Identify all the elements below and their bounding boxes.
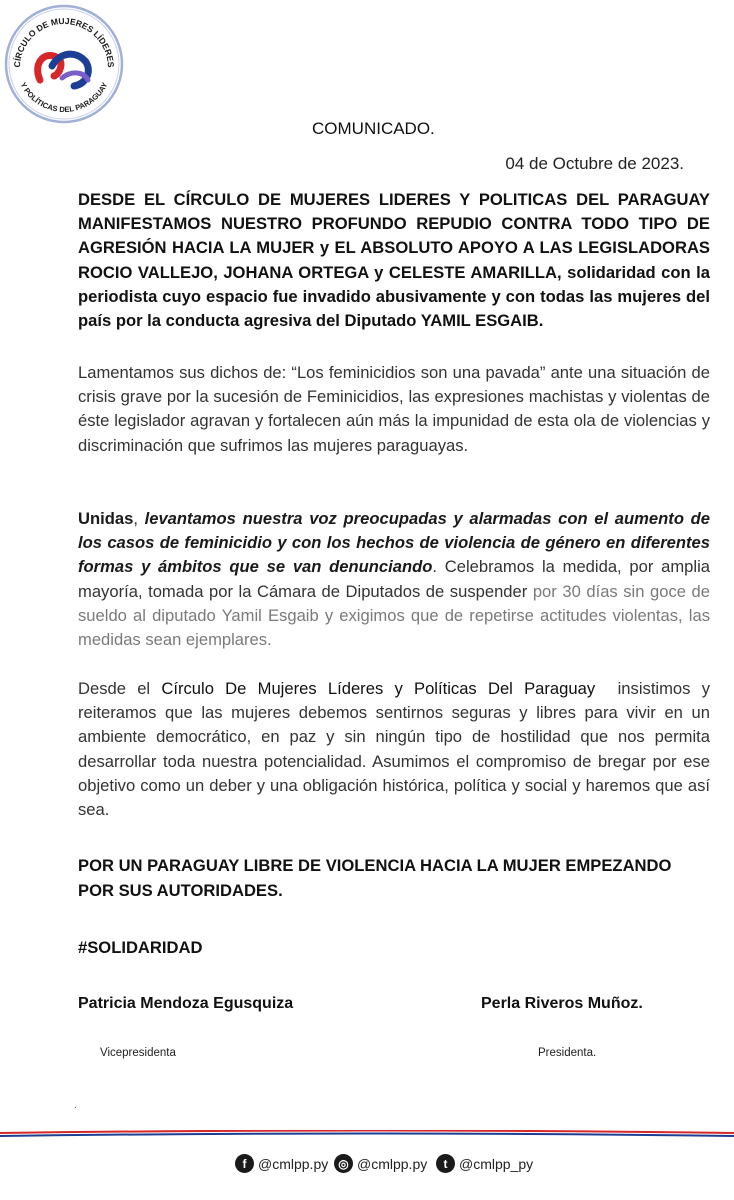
instagram-icon: ◎: [334, 1154, 353, 1173]
document-date: 04 de Octubre de 2023.: [505, 154, 684, 173]
unity-emphasis: levantamos nuestra voz preocupadas y alarmadas con el aumento de los casos de feminicidio y con los hechos de violencia de género en diferentes formas y ámbitos que se van denunciando: [78, 509, 710, 577]
document-title: COMUNICADO.: [312, 119, 435, 138]
footer-instagram[interactable]: [334, 1154, 427, 1173]
lament-paragraph: Lamentamos sus dichos de: “Los feminicidios son una pavada” ante una situación de crisis grave por la sucesión de Feminicidios, las expresiones machistas y violentas de éste legislador agravan y fortalecen aún más la impunidad de esta ola de violencias y discriminación que sufrimos las mujeres paraguayas.: [78, 363, 710, 455]
commitment-paragraph: [78, 677, 715, 822]
organization-name: Círculo De Mujeres Líderes y Políticas Del Paraguay: [161, 679, 596, 698]
facebook-handle: @cmlpp.py: [258, 1155, 329, 1172]
footer-flag-line: [0, 1130, 734, 1138]
footer-facebook[interactable]: [235, 1154, 328, 1173]
instagram-handle: @cmlpp.py: [357, 1155, 428, 1172]
logo-text-bottom: Y POLÍTICAS DEL PARAGUAY: [18, 80, 110, 115]
signature-name-vicepresident: Patricia Mendoza Egusquiza: [78, 995, 294, 1012]
commitment-intro: Desde el: [78, 679, 162, 698]
stray-mark: .: [74, 1100, 77, 1111]
commitment-rest: insistimos y reiteramos que las mujeres debemos sentirnos seguras y libres para vivir en un ambiente democrático, en paz y sin ningún tipo de hostilidad que nos permita desarrollar toda nuestra potencialidad. Asumimos el compromiso de bregar por ese objetivo como un deber y una obligación histórica, política y social y haremos que así sea.: [78, 679, 715, 820]
unity-lead: Unidas: [78, 509, 134, 528]
logo-text-top: CÍRCULO DE MUJERES LÍDERES: [11, 15, 117, 68]
unity-body: . Celebramos la medida, por amplia mayoría, tomada por la Cámara de Diputados de suspender: [78, 557, 710, 601]
signature-role-president: Presidenta.: [538, 1047, 597, 1059]
unity-paragraph: [78, 507, 710, 652]
closing-statement: POR UN PARAGUAY LIBRE DE VIOLENCIA HACIA LA MUJER EMPEZANDO POR SUS AUTORIDADES.: [78, 856, 672, 900]
unity-suspension: por 30 días sin goce de sueldo al diputado Yamil Esgaib y exigimos que de repetirse actitudes violentas, las medidas sean ejemplares.: [78, 581, 710, 650]
statement-paragraph: DESDE EL CÍRCULO DE MUJERES LIDERES Y POLITICAS DEL PARAGUAY MANIFESTAMOS NUESTRO PROFUNDO REPUDIO CONTRA TODO TIPO DE AGRESIÓN HACIA LA MUJER y EL ABSOLUTO APOYO A LAS LEGISLADORAS ROCIO VALLEJO, JOHANA ORTEGA y CELESTE AMARILLA, solidaridad con la periodista cuyo espacio fue invadido abusivamente y con todas las mujeres del país por la conducta agresiva del Diputado YAMIL ESGAIB.: [78, 190, 710, 331]
signature-name-president: Perla Riveros Muñoz.: [481, 995, 643, 1012]
footer-twitter[interactable]: [436, 1154, 533, 1173]
organization-logo: [2, 2, 126, 126]
unity-comma: ,: [133, 509, 145, 528]
signature-role-vicepresident: Vicepresidenta: [100, 1047, 176, 1059]
twitter-icon: t: [436, 1154, 455, 1173]
facebook-icon: f: [235, 1154, 254, 1173]
twitter-handle: @cmlpp_py: [459, 1155, 534, 1172]
hashtag: #SOLIDARIDAD: [78, 938, 203, 957]
